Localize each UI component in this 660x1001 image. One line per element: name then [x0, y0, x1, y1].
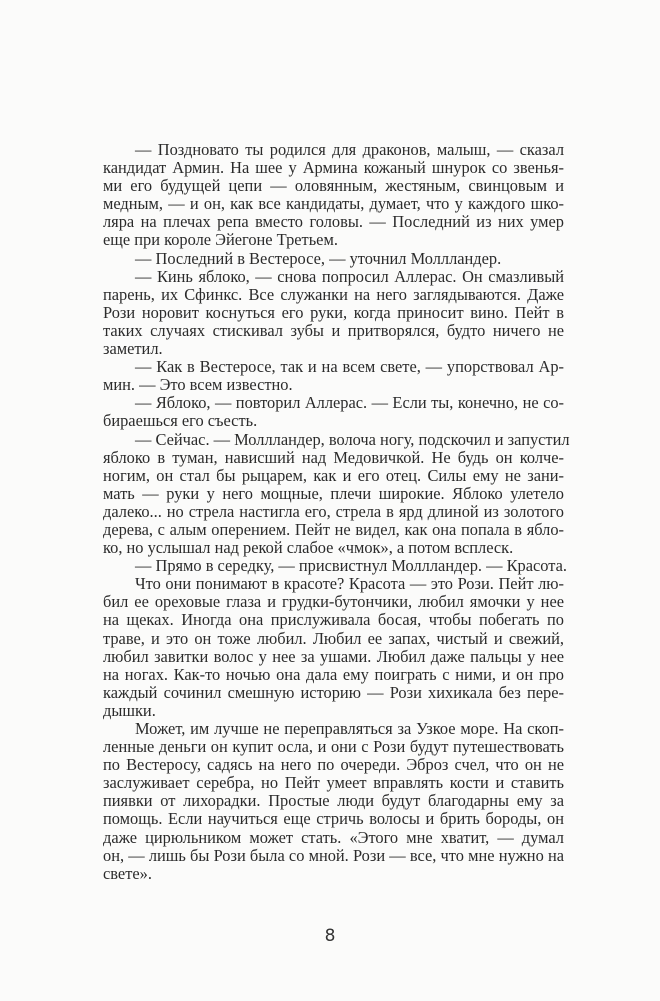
text-line: Что они понимают в красоте? Красота — это Рози. Пейт лю- — [135, 574, 564, 594]
text-line: еще при короле Эйегоне Третьем. — [103, 230, 338, 250]
text-line: каждый сочинил смешную историю — Рози хихикала без пере- — [103, 682, 564, 702]
text-line: ленные деньги он купит осла, и они с Рози будут путешествовать — [103, 737, 564, 757]
text-line: парень, их Сфинкс. Все служанки на него заглядываются. Даже — [103, 284, 564, 304]
text-line: — Яблоко, — повторил Аллерас. — Если ты, конечно, не со- — [135, 393, 564, 413]
paragraph — [103, 141, 564, 250]
text-line: заметил. — [103, 339, 163, 359]
text-line: ми его будущей цепи — оловянным, жестяным, свинцовым и — [103, 176, 564, 196]
paragraph — [103, 250, 564, 268]
text-line: на щеках. Иногда она прислуживала босая, чтобы побегать по — [103, 610, 564, 630]
text-line: — Последний в Вестеросе, — уточнил Моллландер. — [135, 248, 502, 268]
text-line: — Прямо в середку, — присвистнул Моллландер. — Красота. — [135, 556, 567, 576]
text-line: любил завитки волос у нее за ушами. Любил даже пальцы у нее — [103, 646, 564, 666]
text-line: по Вестеросу, садясь на него по очереди. Эброз счел, что он не — [103, 755, 564, 775]
text-line: ногим, он стал бы рыцарем, как и его отец. Силы ему не зани- — [103, 465, 564, 485]
text-line: — Кинь яблоко, — снова попросил Аллерас. Он смазливый — [135, 266, 564, 286]
text-line: яблоко в туман, нависший над Медовичкой. Не будь он колче- — [103, 447, 564, 467]
text-line: заслуживает серебра, но Пейт умеет вправлять кости и ставить — [103, 773, 564, 793]
text-line: — Сейчас. — Моллландер, волоча ногу, подскочил и запустил — [135, 429, 570, 449]
text-line: мин. — Это всем известно. — [103, 375, 293, 395]
text-line: медным, — и он, как все кандидаты, думает, что у каждого шко- — [103, 194, 564, 214]
paragraph — [103, 720, 564, 883]
text-line: далеко... но стрела настигла его, стрела в ярд длиной из золотого — [103, 501, 564, 521]
text-line: дышки. — [103, 700, 156, 720]
text-line: кандидат Армин. На шее у Армина кожаный шнурок со звенья- — [103, 158, 564, 178]
paragraph — [103, 268, 564, 358]
text-line: даже цирюльником может стать. «Этого мне хватит, — думал — [103, 827, 564, 847]
paragraph — [103, 394, 564, 430]
text-line: дерева, с алым оперением. Пейт не видел, как она попала в ябло- — [103, 519, 564, 539]
page-number: 8 — [324, 926, 336, 946]
text-line: бираешься его съесть. — [103, 411, 258, 431]
text-line: свете». — [103, 863, 152, 883]
text-line: на ногах. Как-то ночью она дала ему поиграть с ними, и он про — [103, 664, 564, 684]
paragraph — [103, 429, 570, 558]
text-line: мать — руки у него мощные, плечи широкие. Яблоко улетело — [103, 483, 564, 503]
text-line: Рози норовит коснуться его руки, когда приносит вино. Пейт в — [103, 302, 564, 322]
text-line: — Как в Вестеросе, так и на всем свете, — упорствовал Ар- — [135, 357, 564, 377]
paragraph — [103, 358, 564, 394]
text-line: таких случаях стискивал зубы и притворялся, будто ничего не — [103, 320, 564, 340]
text-line: Может, им лучше не переправляться за Узкое море. На скоп- — [135, 719, 564, 738]
text-line: пиявки от лихорадки. Простые люди будут благодарны ему за — [103, 791, 564, 811]
text-line: траве, и это он тоже любил. Любил ее запах, чистый и свежий, — [103, 628, 564, 648]
text-line: бил ее ореховые глаза и грудки-бутончики, любил ямочки у нее — [103, 592, 564, 612]
text-line: помощь. Если научиться еще стричь волосы и брить бороды, он — [103, 809, 564, 829]
paragraph — [103, 575, 564, 720]
book-page-text — [103, 140, 570, 883]
text-line: ляра на плечах репа вместо головы. — Последний из них умер — [103, 212, 564, 232]
text-line: — Поздновато ты родился для драконов, малыш, — сказал — [135, 140, 564, 159]
paragraph — [103, 556, 567, 576]
text-line: ко, но услышал над рекой слабое «чмок», а потом всплеск. — [103, 538, 514, 558]
text-line: он, — лишь бы Рози была со мной. Рози — все, что мне нужно на — [103, 845, 564, 865]
